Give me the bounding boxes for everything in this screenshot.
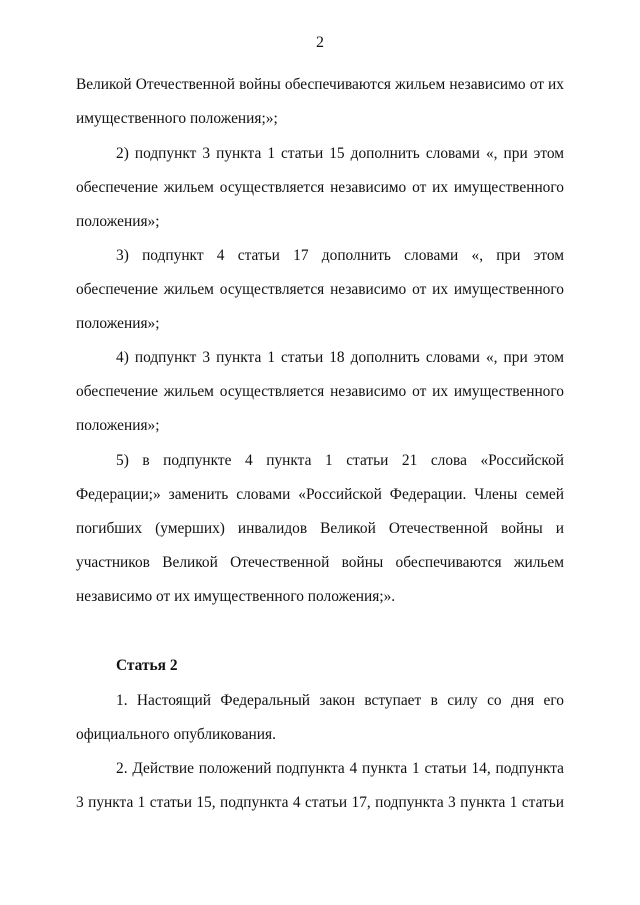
text-line: погибших (умерших) инвалидов Великой Отечественной войны и — [76, 520, 564, 537]
text-line: положения»; — [76, 213, 160, 230]
text-line: 2. Действие положений подпункта 4 пункта 1 статьи 14, подпункта — [116, 760, 564, 777]
article-heading: Статья 2 — [116, 657, 178, 674]
text-line: 5) в подпункте 4 пункта 1 статьи 21 слова «Российской — [116, 452, 564, 469]
text-line: обеспечение жильем осуществляется независимо от их имущественного — [76, 281, 564, 298]
text-line: положения»; — [76, 315, 160, 332]
text-line: 3) подпункт 4 статьи 17 дополнить словами «, при этом — [116, 247, 564, 264]
text-line: обеспечение жильем осуществляется независимо от их имущественного — [76, 383, 564, 400]
text-line: 4) подпункт 3 пункта 1 статьи 18 дополнить словами «, при этом — [116, 349, 564, 366]
text-line: официального опубликования. — [76, 726, 276, 743]
page-number: 2 — [316, 34, 324, 51]
text-line: независимо от их имущественного положения;». — [76, 588, 396, 605]
text-line: 2) подпункт 3 пункта 1 статьи 15 дополнить словами «, при этом — [116, 145, 564, 162]
text-line: Великой Отечественной войны обеспечиваются жильем независимо от их — [76, 76, 564, 93]
text-line: имущественного положения;»; — [76, 110, 278, 127]
text-line: 1. Настоящий Федеральный закон вступает в силу со дня его — [116, 692, 564, 709]
text-line: положения»; — [76, 417, 160, 434]
text-line: Федерации;» заменить словами «Российской Федерации. Члены семей — [76, 486, 564, 503]
text-line: 3 пункта 1 статьи 15, подпункта 4 статьи 17, подпункта 3 пункта 1 статьи — [76, 794, 564, 811]
text-line: обеспечение жильем осуществляется независимо от их имущественного — [76, 179, 564, 196]
text-line: участников Великой Отечественной войны обеспечиваются жильем — [76, 554, 564, 571]
